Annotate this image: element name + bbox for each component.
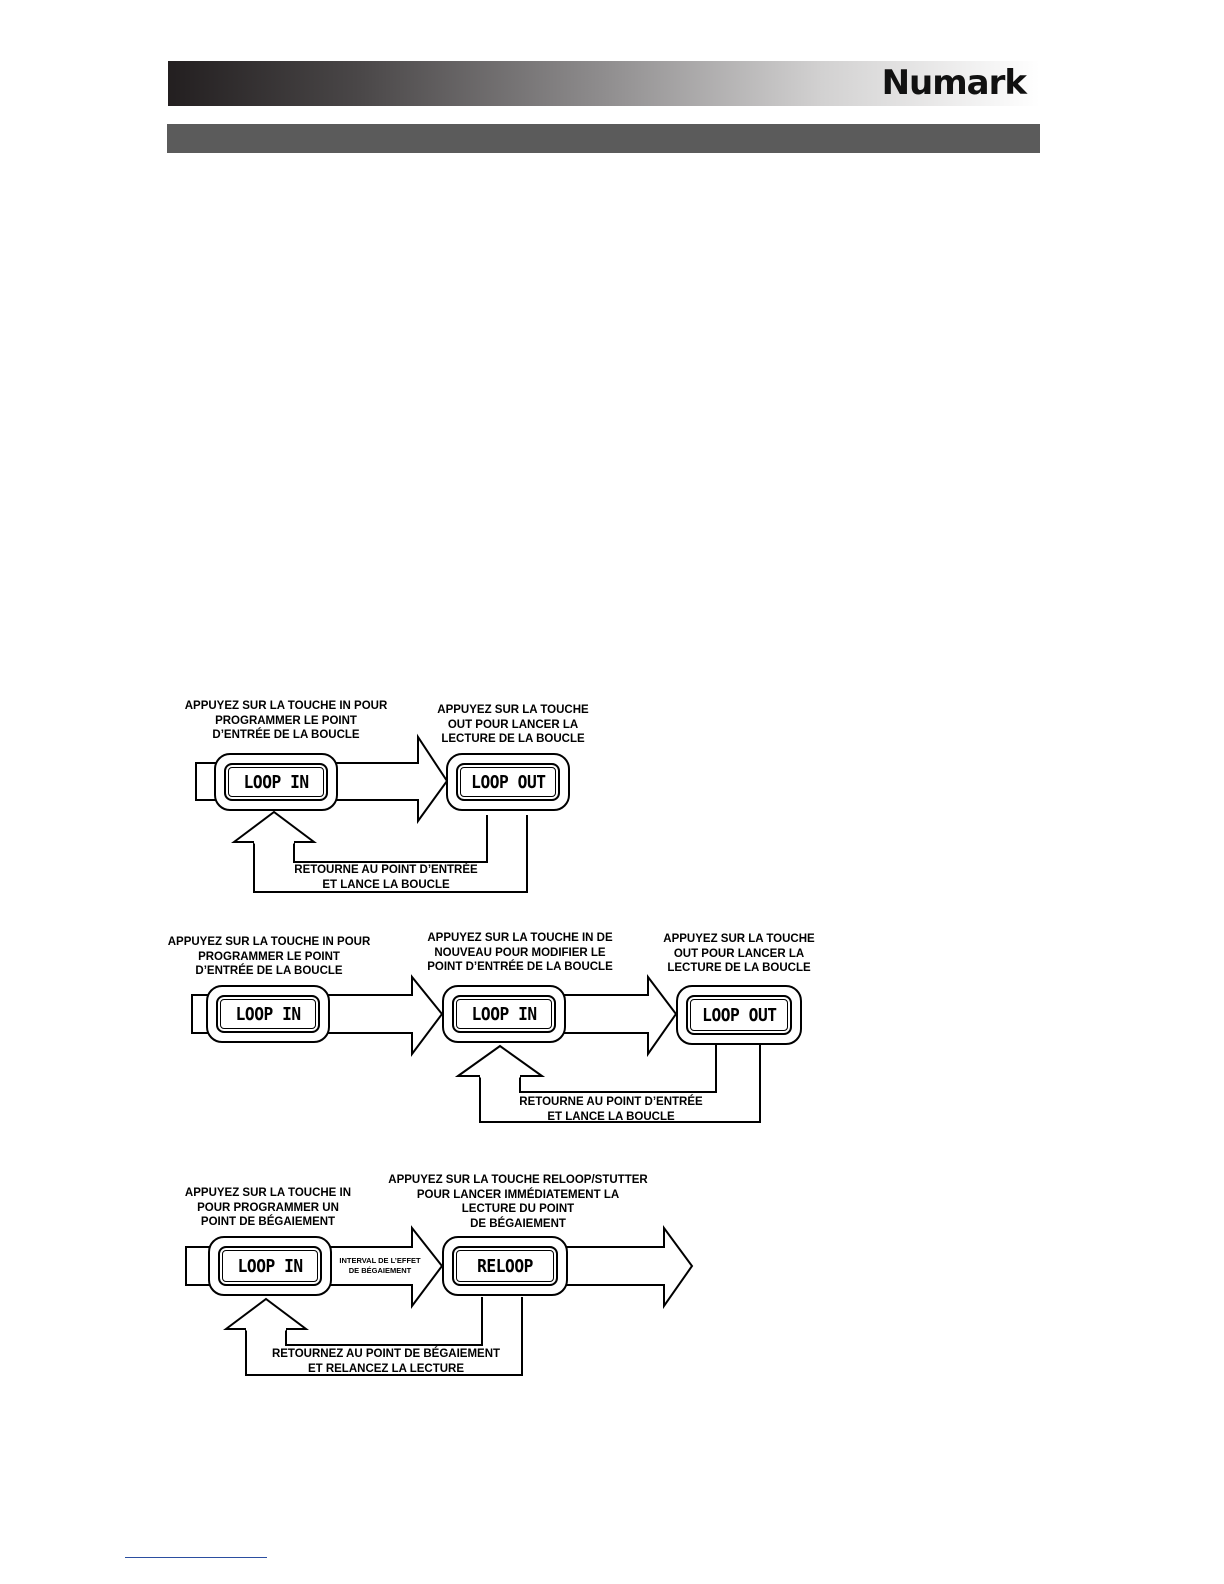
diagram1-loop-out-label: LOOP OUT: [470, 771, 546, 793]
diagram2-caption-modify: APPUYEZ SUR LA TOUCHE IN DE NOUVEAU POUR MODIFIER LE POINT D’ENTRÉE DE LA BOUCLE: [427, 932, 613, 973]
diagram2-loop-out-button: [676, 985, 802, 1045]
diagram2-loop-in-button-2: [442, 985, 566, 1043]
numark-logo: Numark: [881, 63, 1026, 103]
diagram3-forward-arrow-2: [560, 1228, 692, 1306]
footer-link-underline: [125, 1557, 267, 1558]
diagram1-caption-in: APPUYEZ SUR LA TOUCHE IN POUR PROGRAMMER LE POINT D’ENTRÉE DE LA BOUCLE: [184, 700, 388, 741]
diagram2-loop-in-label-2: LOOP IN: [471, 1003, 537, 1025]
diagram1-return-arrow-inner: [294, 815, 487, 862]
diagram1-caption-out: APPUYEZ SUR LA TOUCHE OUT POUR LANCER LA LECTURE DE LA BOUCLE: [437, 704, 589, 745]
diagram2-return-arrow-inner: [520, 1045, 716, 1092]
diagram3-loop-in-button: [208, 1236, 332, 1296]
diagram3-caption-in: APPUYEZ SUR LA TOUCHE IN POUR PROGRAMMER UN POINT DE BÉGAIEMENT: [184, 1187, 352, 1228]
diagram3-reloop-button: [442, 1236, 568, 1296]
diagram1-loop-in-label: LOOP IN: [243, 771, 309, 793]
diagram2-loop-out-label: LOOP OUT: [701, 1004, 777, 1026]
diagram2-caption-in: APPUYEZ SUR LA TOUCHE IN POUR PROGRAMMER LE POINT D’ENTRÉE DE LA BOUCLE: [167, 936, 371, 977]
diagram2-caption-out: APPUYEZ SUR LA TOUCHE OUT POUR LANCER LA LECTURE DE LA BOUCLE: [663, 933, 815, 974]
diagram3-caption-interval: INTERVAL DE L’EFFET DE BÉGAIEMENT: [339, 1256, 421, 1275]
diagram3-loop-in-label: LOOP IN: [237, 1255, 303, 1277]
diagram3-return-arrowhead: [226, 1299, 306, 1329]
diagram3-reloop-label: RELOOP: [477, 1255, 533, 1277]
diagram2-forward-arrow-2: [560, 977, 676, 1054]
diagram2-caption-return: RETOURNE AU POINT D’ENTRÉE ET LANCE LA BOUCLE: [519, 1096, 703, 1123]
diagram1-loop-in-button: [214, 753, 338, 811]
diagram2-return-arrowhead: [458, 1046, 542, 1076]
diagram1-caption-return: RETOURNE AU POINT D’ENTRÉE ET LANCE LA BOUCLE: [294, 864, 478, 891]
diagram2-loop-in-button-1: [206, 985, 330, 1043]
diagram1-return-arrowhead: [234, 812, 314, 842]
diagram3-caption-return: RETOURNEZ AU POINT DE BÉGAIEMENT ET RELANCEZ LA LECTURE: [271, 1348, 501, 1375]
diagram1-loop-out-button: [446, 753, 570, 811]
diagram3-caption-reloop: APPUYEZ SUR LA TOUCHE RELOOP/STUTTER POUR LANCER IMMÉDIATEMENT LA LECTURE DU POINT DE BÉGAIEMENT: [388, 1174, 648, 1230]
diagram2-loop-in-label-1: LOOP IN: [235, 1003, 301, 1025]
diagram3-return-arrow-inner: [286, 1297, 482, 1345]
